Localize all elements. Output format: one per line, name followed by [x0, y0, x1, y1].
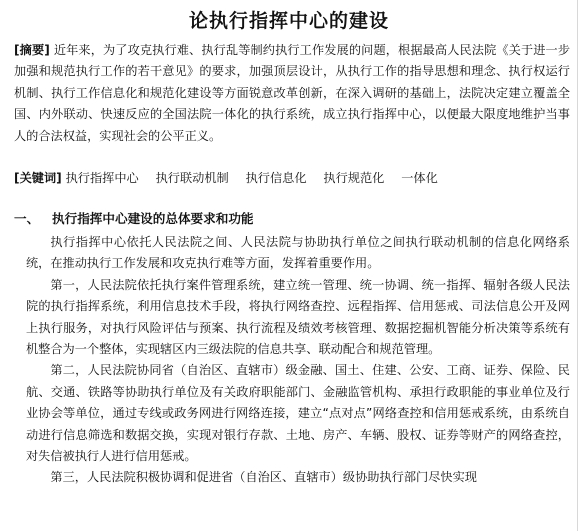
keywords	[14, 168, 570, 189]
paragraph: 执行指挥中心依托人民法院之间、人民法院与协助执行单位之间执行联动机制的信息化网络系统，在推动执行工作发展和攻克执行难等方面，发挥着重要作用。	[26, 235, 570, 271]
section-body	[26, 232, 570, 489]
keyword: 执行信息化	[245, 171, 307, 185]
paragraph: 第二，人民法院协同省（自治区、直辖市）级金融、国土、住建、公安、工商、证券、保险、民航、交通、铁路等协助执行单位及有关政府职能部门、金融监管机构、承担行政职能的事业单位及行业协会等单位，通过专线或政务网进行网络连接，建立“点对点”网络查控和信用惩戒系统，由系统自动进行信息筛选和数据交换，实现对银行存款、土地、房产、车辆、股权、证券等财产的网络查控，对失信被执行人进行信用惩戒。	[26, 363, 570, 464]
keyword: 一体化	[401, 171, 438, 185]
keywords-label: [关键词]	[14, 171, 62, 185]
keyword: 执行指挥中心	[65, 171, 139, 185]
section-heading-text: 执行指挥中心建设的总体要求和功能	[52, 211, 254, 226]
paragraph: 第三，人民法院积极协调和促进省（自治区、直辖市）级协助执行部门尽快实现	[50, 470, 477, 485]
section-heading	[14, 208, 254, 229]
abstract	[14, 40, 570, 147]
abstract-text: 近年来，为了攻克执行难、执行乱等制约执行工作发展的问题，根据最高人民法院《关于进一步加强和规范执行工作的若干意见》的要求，加强顶层设计，从执行工作的指导思想和理念、执行权运行机制、执行工作信息化和规范化建设等方面锐意改革创新，在深入调研的基础上，法院决定建立覆盖全国、内外联动、快速反应的全国法院一体化的执行系统，成立执行指挥中心，以便最大限度地维护当事人的合法权益，实现社会的公平正义。	[14, 43, 571, 143]
section-number: 一、	[14, 211, 40, 226]
abstract-label: [摘要]	[14, 43, 50, 57]
keyword: 执行规范化	[323, 171, 385, 185]
document-title: 论执行指挥中心的建设	[188, 10, 389, 32]
keyword: 执行联动机制	[155, 171, 229, 185]
paragraph: 第一，人民法院依托执行案件管理系统，建立统一管理、统一协调、统一指挥、辐射各级人民法院的执行指挥系统，利用信息技术手段，将执行网络查控、远程指挥、信用惩戒、司法信息公开及网上执行服务，对执行风险评估与预案、执行流程及绩效考核管理、数据挖掘机智能分析决策等系统有机整合为一个整体，实现辖区内三级法院的信息共享、联动配合和规范管理。	[26, 277, 570, 357]
